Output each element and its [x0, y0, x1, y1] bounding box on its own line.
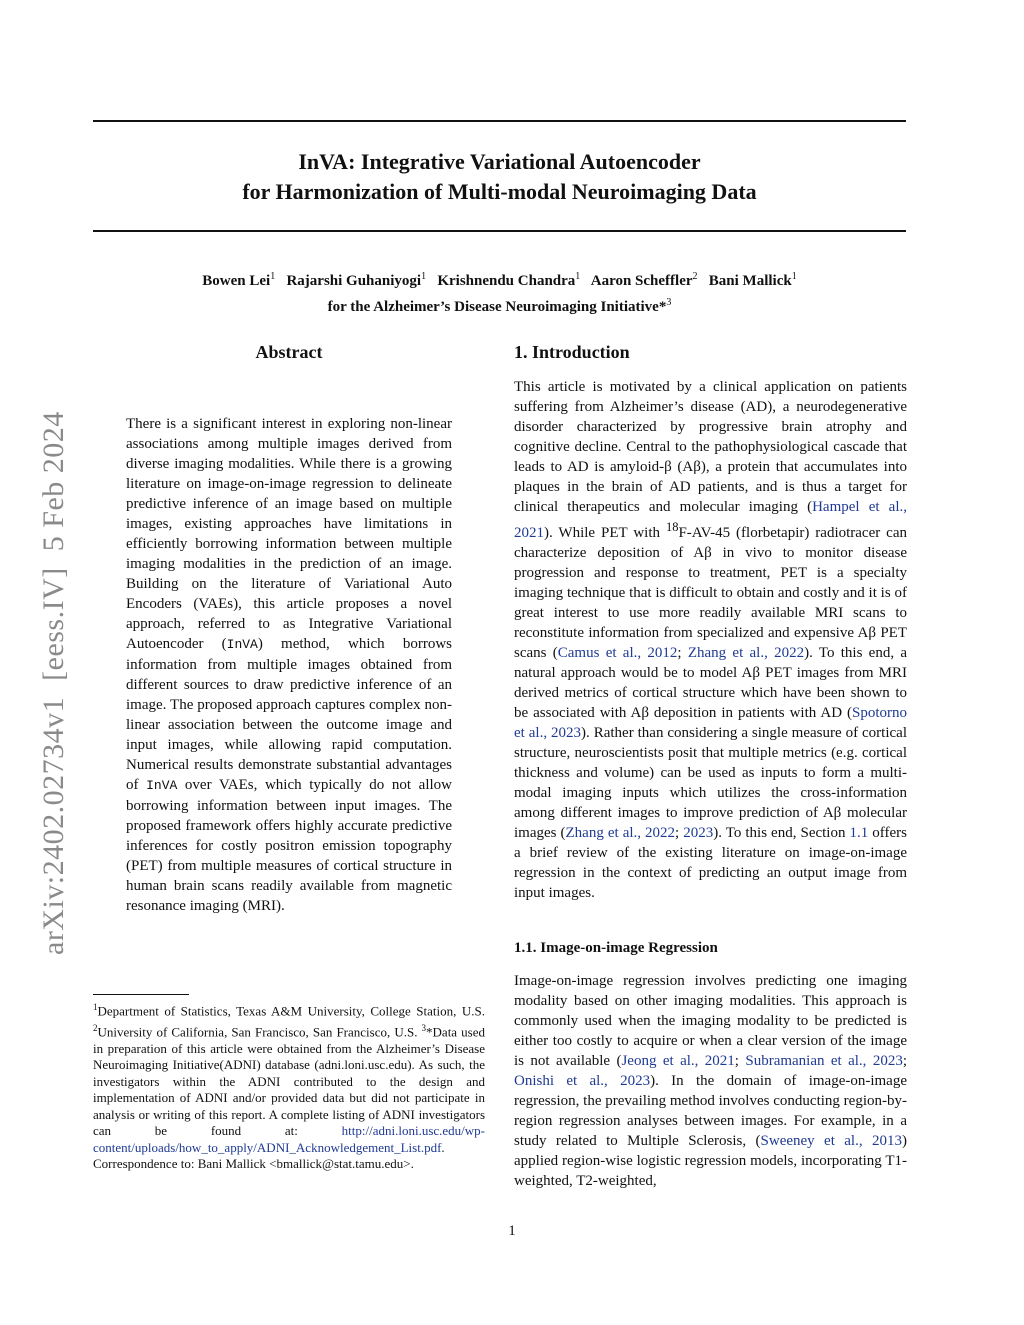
page-number: 1 [508, 1223, 516, 1239]
intro-text: ). Rather than considering a single measure of cortical structure, neuroscientists posit that multiple metrics (e.g. cortical thickness and volume) can be used as inputs to form a multi-modal imaging inputs which utilizes the cross-information among different images to improve prediction of Aβ molecular images ( [514, 725, 907, 841]
footnote-marker: 3 [421, 1022, 427, 1033]
citation-link[interactable]: Onishi et al., 2023 [514, 1073, 651, 1089]
intro-text: ). To this end, a natural approach would be to model Aβ PET images from MRI derived metrics of cortical structure which have been shown to be associated with Aβ deposition in patients with AD ( [514, 645, 907, 721]
citation-link[interactable]: 2023 [683, 825, 714, 841]
author-name: Bani Mallick [708, 273, 792, 289]
citation-link[interactable]: Camus et al., 2012 [557, 645, 678, 661]
title-top-rule [93, 120, 906, 122]
arxiv-stamp [34, 375, 74, 955]
subsection-text: ; [902, 1053, 907, 1069]
title-line-1: InVA: Integrative Variational Autoencoder [298, 149, 701, 174]
author-affiliation: 1 [791, 271, 797, 282]
subsection-body [514, 971, 907, 1191]
method-name-code: InVA [146, 778, 178, 793]
arxiv-date: 5 Feb 2024 [37, 411, 70, 552]
arxiv-category: [eess.IV] [37, 567, 70, 681]
subsection-text: Image-on-image regression involves predicting one imaging modality based on other imaging modalities. This approach is commonly used when the imaging modality to be predicted is either too costly to acquire or when a clear version of the image is not available ( [514, 973, 907, 1069]
isotope-superscript: 18 [665, 520, 679, 534]
citation-link[interactable]: Hampel et al., 2021 [514, 499, 907, 541]
intro-text: ; [675, 825, 684, 841]
author-affiliation: 1 [270, 271, 276, 282]
intro-text: offers a brief review of the existing literature on image-on-image regression in the context of predicting an output image from input images. [514, 825, 907, 901]
subsection-text: ; [734, 1053, 746, 1069]
subsection-heading-image-on-image: 1.1. Image-on-image Regression [514, 940, 718, 956]
footnote-marker: 2 [93, 1022, 98, 1033]
title-bottom-rule [93, 230, 906, 232]
intro-text: This article is motivated by a clinical application on patients suffering from Alzheimer’s disease (AD), a neurodegenerative disorder characterized by progressive brain atrophy and cognitive decline. Central to the pathophysiological cascade that leads to AD is amyloid-β (Aβ), a protein that accumulates into plaques in the brain of AD patients, and is thus a target for clinical therapeutics and molecular imaging ( [514, 379, 907, 515]
intro-text: ). While PET with [544, 525, 666, 541]
citation-link[interactable]: Sweeney et al., 2013 [760, 1133, 902, 1149]
author-name: Krishnendu Chandra [437, 273, 576, 289]
section-heading-introduction: 1. Introduction [514, 342, 630, 362]
author-name: Bowen Lei [202, 273, 271, 289]
citation-link[interactable]: Subramanian et al., 2023 [745, 1053, 903, 1069]
author-affiliation: 2 [692, 271, 698, 282]
affiliations-footnote [93, 999, 485, 1173]
citation-link[interactable]: Zhang et al., 2022 [565, 825, 676, 841]
footnote-text: University of California, San Francisco, San Francisco, U.S. [97, 1024, 422, 1040]
adni-acknowledgement-link[interactable]: http://adni.loni.usc.edu/wp-content/uploads/how_to_apply/ADNI_Acknowledgement_List.pdf [93, 1123, 485, 1155]
intro-text: F-AV-45 (florbetapir) radiotracer can characterize deposition of Aβ in vivo to monitor disease progression and response to treatment, PET is a specialty imaging technique that is difficult to obtain and costly and it is of great interest to use more readily available MRI scans to reconstitute information from specialized and expensive Aβ PET scans ( [514, 525, 907, 661]
footnote-text: Department of Statistics, Texas A&M University, College Station, U.S. [97, 1003, 485, 1019]
paper-title [93, 147, 906, 207]
method-name-code: InVA [226, 637, 258, 652]
author-name: Rajarshi Guhaniyogi [286, 273, 422, 289]
footnote-rule [93, 994, 189, 995]
subsection-text: ). In the domain of image-on-image regression, the prevailing method involves conducting region-by-region regression analyses between images. For example, in a study related to Multiple Sclerosis, ( [514, 1073, 907, 1149]
abstract-heading: Abstract [255, 342, 323, 362]
citation-link[interactable]: Zhang et al., 2022 [687, 645, 805, 661]
citation-link[interactable]: Jeong et al., 2021 [621, 1053, 735, 1069]
intro-text: ). To this end, Section [713, 825, 850, 841]
author-affiliation: 1 [421, 271, 427, 282]
introduction-body [514, 377, 907, 903]
arxiv-id: arXiv:2402.02734v1 [37, 696, 70, 955]
author-name: Aaron Scheffler [590, 273, 693, 289]
author-affiliation: 1 [575, 271, 581, 282]
abstract-body [126, 414, 452, 916]
abstract-text: ) method, which borrows information from multiple images obtained from different sources to draw predictive inference of an image. The proposed approach captures complex non-linear association between the outcome image and input images, while allowing rapid computation. Numerical results demonstrate substantial advantages of [126, 636, 452, 793]
footnote-marker: 1 [93, 1002, 98, 1012]
author-list [93, 266, 906, 318]
footnote-text: . Correspondence to: Bani Mallick <bmallick@stat.tamu.edu>. [93, 1139, 445, 1172]
intro-text: ; [677, 645, 688, 661]
subsection-text: ) applied region-wise logistic regression models, incorporating T1-weighted, T2-weighted, [514, 1133, 907, 1189]
consortium-affiliation: 3 [666, 297, 672, 308]
abstract-text: over VAEs, which typically do not allow borrowing information between input images. The proposed framework offers highly accurate predictive inferences for costly positron emission topography (PET) from multiple measures of cortical structure in human brain scans readily available from magnetic resonance imaging (MRI). [126, 777, 452, 914]
abstract-text: There is a significant interest in exploring non-linear associations among multiple images derived from diverse imaging modalities. While there is a growing literature on image-on-image regression to delineate predictive inference of an image based on multiple images, existing approaches have limitations in efficiently borrowing information between multiple imaging modalities in the prediction of an image. Building on the literature of Variational Auto Encoders (VAEs), this article proposes a novel approach, referred to as Integrative Variational Autoencoder ( [126, 416, 452, 652]
footnote-text: *Data used in preparation of this article were obtained from the Alzheimer’s Disease Neuroimaging Initiative(ADNI) database (adni.loni.usc.edu). As such, the investigators within the ADNI contributed to the design and implementation of ADNI and/or provided data but did not participate in analysis or writing of this report. A complete listing of ADNI investigators can be found at: [93, 1024, 485, 1139]
citation-link[interactable]: Spotorno et al., 2023 [514, 705, 907, 741]
consortium: for the Alzheimer’s Disease Neuroimaging Initiative* [327, 299, 667, 315]
title-line-2: for Harmonization of Multi-modal Neuroimaging Data [242, 179, 757, 204]
section-reference-link[interactable]: 1.1 [849, 825, 869, 841]
